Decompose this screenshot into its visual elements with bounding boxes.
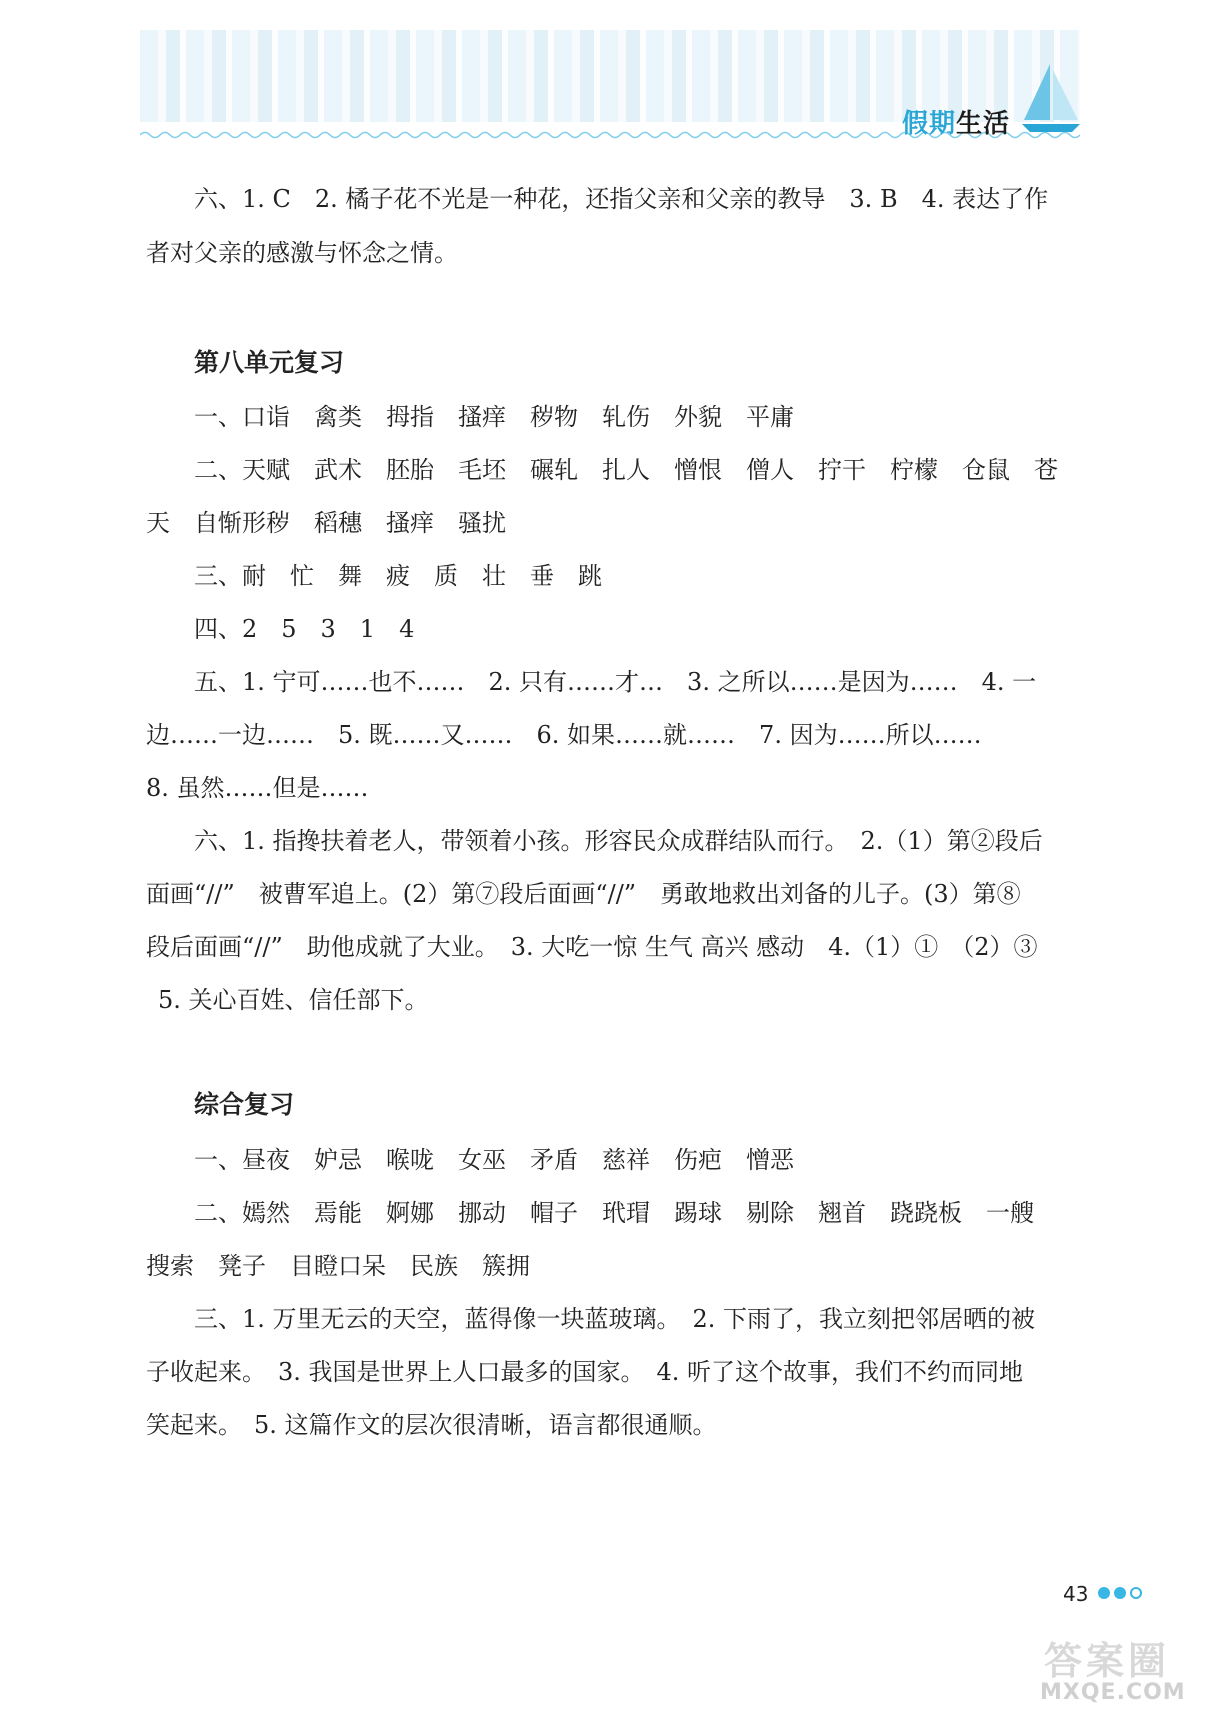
dot bbox=[1098, 1587, 1110, 1599]
answer-line: 六、1. 指搀扶着老人，带领着小孩。形容民众成群结队而行。 2.（1）第②段后 bbox=[194, 827, 1043, 855]
page-number: 43 bbox=[1063, 1582, 1089, 1606]
page-header bbox=[0, 0, 1224, 150]
watermark-top: 答案圈 bbox=[1044, 1639, 1171, 1683]
brand-part1: 假期 bbox=[902, 109, 957, 139]
answer-line: 一、昼夜 妒忌 喉咙 女巫 矛盾 慈祥 伤疤 憎恶 bbox=[194, 1146, 794, 1174]
watermark-bottom: MXQE.COM bbox=[1040, 1680, 1186, 1705]
section-heading-comprehensive: 综合复习 bbox=[194, 1090, 295, 1119]
brand-part2: 生活 bbox=[956, 109, 1011, 139]
dot bbox=[1114, 1587, 1126, 1599]
sailboat-icon bbox=[1020, 62, 1082, 134]
brand-title bbox=[902, 103, 1010, 140]
answer-line: 笑起来。 5. 这篇作文的层次很清晰，语言都很通顺。 bbox=[146, 1411, 717, 1439]
answer-line: 五、1. 宁可……也不…… 2. 只有……才… 3. 之所以……是因为…… 4. 一 bbox=[194, 668, 1037, 696]
section-heading-unit8: 第八单元复习 bbox=[194, 348, 345, 377]
watermark bbox=[1040, 1630, 1220, 1715]
answer-line: 5. 关心百姓、信任部下。 bbox=[158, 986, 429, 1014]
answer-line: 搜索 凳子 目瞪口呆 民族 簇拥 bbox=[146, 1252, 530, 1280]
answer-line: 三、1. 万里无云的天空，蓝得像一块蓝玻璃。 2. 下雨了，我立刻把邻居晒的被 bbox=[194, 1305, 1036, 1333]
dot bbox=[1130, 1587, 1142, 1599]
answer-line: 二、天赋 武术 胚胎 毛坯 碾轧 扎人 憎恨 僧人 拧干 柠檬 仓鼠 苍 bbox=[194, 456, 1058, 484]
answer-line: 段后面画“//” 助他成就了大业。 3. 大吃一惊 生气 高兴 感动 4.（1）① （2）③ bbox=[146, 933, 1038, 961]
answer-line: 六、1. C 2. 橘子花不光是一种花，还指父亲和父亲的教导 3. B 4. 表达了作 bbox=[194, 185, 1049, 213]
answer-line: 三、耐 忙 舞 疲 质 壮 垂 跳 bbox=[194, 562, 602, 590]
answer-line: 子收起来。 3. 我国是世界上人口最多的国家。 4. 听了这个故事，我们不约而同地 bbox=[146, 1358, 1024, 1386]
answer-line: 面画“//” 被曹军追上。(2）第⑦段后面画“//” 勇敢地救出刘备的儿子。(3）第⑧ bbox=[146, 880, 1021, 908]
answer-line: 天 自惭形秽 稻穗 搔痒 骚扰 bbox=[146, 509, 506, 537]
answer-line: 四、2 5 3 1 4 bbox=[194, 615, 415, 643]
answer-line: 二、嫣然 焉能 婀娜 挪动 帽子 玳瑁 踢球 剔除 翘首 跷跷板 一艘 bbox=[194, 1199, 1034, 1227]
answer-line: 8. 虽然……但是…… bbox=[146, 774, 369, 802]
page-dots-icon bbox=[1098, 1587, 1142, 1599]
answer-line: 一、口诣 禽类 拇指 搔痒 秽物 轧伤 外貌 平庸 bbox=[194, 403, 794, 431]
answer-line: 边……一边…… 5. 既……又…… 6. 如果……就…… 7. 因为……所以…… bbox=[146, 721, 982, 749]
answer-line: 者对父亲的感激与怀念之情。 bbox=[146, 239, 458, 267]
